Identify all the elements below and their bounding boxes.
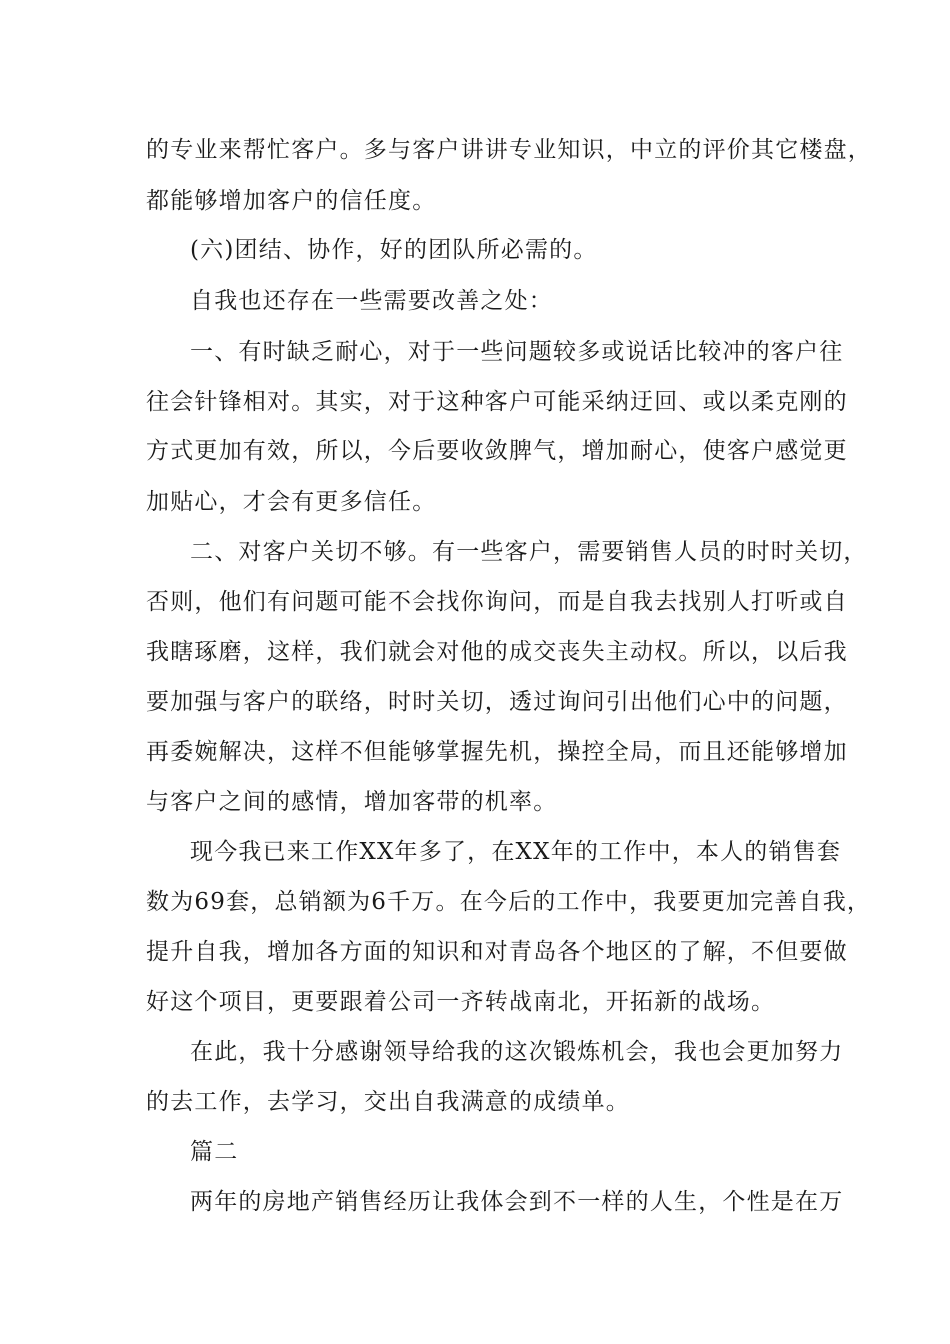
text-line: 否则，他们有问题可能不会找你询问，而是自我去找别人打听或自 [146,589,848,615]
text-line: 我瞎琢磨，这样，我们就会对他的成交丧失主动权。所以，以后我 [146,639,848,665]
text-line: 往会针锋相对。其实，对于这种客户可能采纳迂回、或以柔克刚的 [146,389,848,415]
text-line: 现今我已来工作XX年多了，在XX年的工作中，本人的销售套 [190,839,842,865]
text-line: 要加强与客户的联络，时时关切，透过询问引出他们心中的问题， [146,689,848,715]
text-line: 一、有时缺乏耐心，对于一些问题较多或说话比较冲的客户往 [190,339,844,365]
text-line: (六)团结、协作，好的团队所必需的。 [190,237,598,263]
text-line: 提升自我，增加各方面的知识和对青岛各个地区的了解，不但要做 [146,939,848,965]
text-line: 自我也还存在一些需要改善之处： [190,288,553,314]
text-line: 数为69套，总销额为6千万。在今后的工作中，我要更加完善自我， [146,889,872,915]
text-line: 与客户之间的感情，增加客带的机率。 [146,789,558,815]
text-line: 都能够增加客户的信任度。 [146,188,437,214]
text-line: 的专业来帮忙客户。多与客户讲讲专业知识，中立的评价其它楼盘， [146,137,872,163]
text-line: 两年的房地产销售经历让我体会到不一样的人生，个性是在万 [190,1189,844,1215]
text-line: 加贴心，才会有更多信任。 [146,489,437,515]
text-line: 再委婉解决，这样不但能够掌握先机，操控全局，而且还能够增加 [146,739,848,765]
section-heading: 篇二 [190,1139,239,1165]
text-line: 二、对客户关切不够。有一些客户，需要销售人员的时时关切， [190,539,868,565]
text-line: 方式更加有效，所以，今后要收敛脾气，增加耐心，使客户感觉更 [146,438,848,464]
text-line: 在此，我十分感谢领导给我的这次锻炼机会，我也会更加努力 [190,1039,844,1065]
text-line: 好这个项目，更要跟着公司一齐转战南北，开拓新的战场。 [146,989,776,1015]
text-line: 的去工作，去学习，交出自我满意的成绩单。 [146,1089,630,1115]
